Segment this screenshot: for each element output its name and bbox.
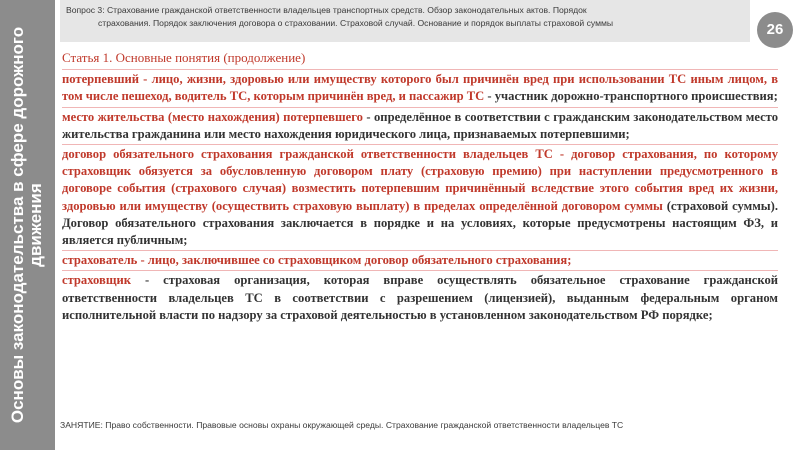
term: страхователь - лицо, заключившее со страховщиком договор обязательного страхования;: [62, 253, 572, 268]
definition-victim: [62, 71, 778, 105]
page-number-badge: 26: [757, 12, 793, 48]
term: страховщик: [62, 273, 131, 288]
question-heading-line2: страхования. Порядок заключения договора о страховании. Страховой случай. Основание и порядок выплаты страховой суммы: [98, 18, 614, 28]
divider: [62, 107, 778, 108]
divider: [62, 270, 778, 271]
definition-text: - страховая организация, которая вправе осуществлять обязательное страхование гражданской ответственности владельцев ТС в соответствии с разрешением (лицензией), выданным федеральным органом исполнительной власти по надзору за страховой деятельностью в установленном законодательством РФ порядке;: [62, 273, 778, 322]
divider: [62, 144, 778, 145]
header-band: [60, 0, 750, 42]
term: потерпевший - лицо, жизни, здоровью или имуществу которого был причинён вред при использовании ТС иным лицом, в том числе пешеход, водитель ТС, которым причинён вред, и пассажир ТС: [62, 72, 778, 104]
content-body: [62, 49, 778, 324]
footer-lesson: ЗАНЯТИЕ: Право собственности. Правовые основы охраны окружающей среды. Страхование гражданской ответственности владельцев ТС: [60, 420, 624, 430]
definition-text: (страховой суммы). Договор обязательного страхования заключается в порядке и на условиях, которые предусмотрены настоящим ФЗ, и является публичным;: [62, 198, 778, 248]
divider: [62, 69, 778, 70]
definition-text: - участник дорожно-транспортного происшествия;: [484, 89, 778, 104]
divider: [62, 250, 778, 251]
question-heading-line1: Вопрос 3: Страхование гражданской ответственности владельцев транспортных средств. Обзор законодательных актов. Порядок: [66, 5, 587, 15]
sidebar-title: Основы законодательства в сфере дорожного движения: [8, 26, 45, 424]
sidebar: [0, 0, 55, 450]
definition-contract: [62, 146, 778, 249]
definition-policyholder: [62, 252, 778, 269]
term: место жительства (место нахождения) потерпевшего: [62, 109, 363, 124]
definition-insurer: [62, 272, 778, 324]
term: договор обязательного страхования гражданской ответственности владельцев ТС - договор страхования, по которому страховщик обязуется за обусловленную договором плату (страховую премию) при наступлении предусмотренного в договоре события (страхового случая) возместить потерпевшим причинённый вследствие этого события вред их жизни, здоровью или имуществу (осуществить страховую выплату) в пределах определённой договором суммы: [62, 147, 778, 213]
article-title: Статья 1. Основные понятия (продолжение): [62, 50, 306, 65]
definition-residence: [62, 109, 778, 143]
definition-text: - определённое в соответствии с гражданским законодательством место жительства гражданина или место нахождения юридического лица, признаваемых потерпевшими;: [62, 109, 778, 141]
question-heading: [66, 4, 750, 30]
